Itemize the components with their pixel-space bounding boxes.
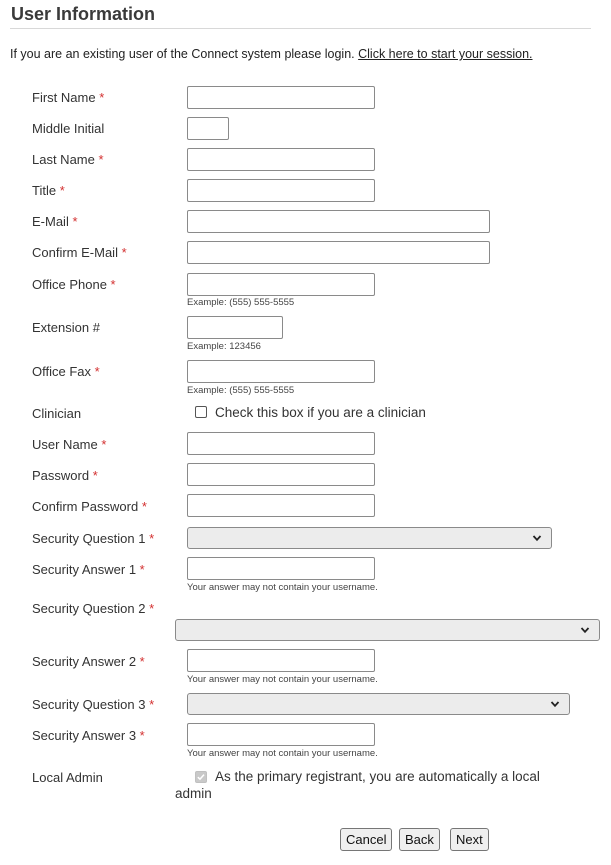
security-answer-3-label xyxy=(32,728,145,743)
required-marker: * xyxy=(149,697,155,712)
extension-hint: Example: 123456 xyxy=(187,341,261,352)
security-answer-3-input[interactable] xyxy=(187,723,375,746)
security-answer-2-input[interactable] xyxy=(187,649,375,672)
required-marker: * xyxy=(99,90,105,105)
office-fax-hint: Example: (555) 555-5555 xyxy=(187,385,295,396)
confirm-email-input[interactable] xyxy=(187,241,490,264)
confirm-email-label-text: Confirm E-Mail xyxy=(32,245,118,260)
user-name-label-text: User Name xyxy=(32,437,98,452)
password-input[interactable] xyxy=(187,463,375,486)
title-label xyxy=(32,183,65,198)
security-answer-3-label-text: Security Answer 3 xyxy=(32,728,137,743)
title-label-text: Title xyxy=(32,183,57,198)
required-marker: * xyxy=(59,183,65,198)
password-label xyxy=(32,468,98,483)
middle-initial-input[interactable] xyxy=(187,117,229,140)
chevron-down-icon xyxy=(550,699,560,709)
title-divider xyxy=(10,28,591,29)
intro-text xyxy=(10,48,580,61)
first-name-label-text: First Name xyxy=(32,90,96,105)
required-marker: * xyxy=(139,728,145,743)
security-question-2-label-text: Security Question 2 xyxy=(32,601,146,616)
email-label xyxy=(32,214,78,229)
office-fax-input[interactable] xyxy=(187,360,375,383)
security-question-3-label-text: Security Question 3 xyxy=(32,697,146,712)
security-answer-2-label-text: Security Answer 2 xyxy=(32,654,137,669)
chevron-down-icon xyxy=(580,625,590,635)
clinician-checkbox[interactable] xyxy=(195,406,207,418)
title-input[interactable] xyxy=(187,179,375,202)
required-marker: * xyxy=(139,562,145,577)
security-answer-1-hint: Your answer may not contain your username. xyxy=(187,582,378,593)
confirm-password-label-text: Confirm Password xyxy=(32,499,139,514)
local-admin-checkbox xyxy=(195,771,207,783)
page-title: User Information xyxy=(11,4,156,24)
required-marker: * xyxy=(121,245,127,260)
local-admin-checkbox-text-cont: admin xyxy=(175,786,212,801)
local-admin-checkbox-text: As the primary registrant, you are automatically a local xyxy=(215,769,540,784)
required-marker: * xyxy=(92,468,98,483)
start-session-link[interactable]: Click here to start your session. xyxy=(358,47,533,61)
security-question-2-label xyxy=(32,601,154,616)
security-answer-2-label xyxy=(32,654,145,669)
last-name-label-text: Last Name xyxy=(32,152,95,167)
user-name-input[interactable] xyxy=(187,432,375,455)
security-answer-3-hint: Your answer may not contain your username. xyxy=(187,748,378,759)
security-question-3-label xyxy=(32,697,154,712)
last-name-label xyxy=(32,152,104,167)
next-button[interactable]: Next xyxy=(450,828,489,851)
chevron-down-icon xyxy=(532,533,542,543)
required-marker: * xyxy=(72,214,78,229)
office-phone-label-text: Office Phone xyxy=(32,277,107,292)
confirm-email-label xyxy=(32,245,127,260)
confirm-password-input[interactable] xyxy=(187,494,375,517)
office-phone-label xyxy=(32,277,116,292)
security-question-2-select[interactable] xyxy=(175,619,600,641)
extension-label xyxy=(32,320,100,335)
required-marker: * xyxy=(141,499,147,514)
email-label-text: E-Mail xyxy=(32,214,69,229)
extension-label-text: Extension # xyxy=(32,320,100,335)
middle-initial-label xyxy=(32,121,104,136)
security-question-1-select[interactable] xyxy=(187,527,552,549)
local-admin-label: Local Admin xyxy=(32,770,103,785)
office-phone-input[interactable] xyxy=(187,273,375,296)
security-answer-1-label xyxy=(32,562,145,577)
cancel-button[interactable]: Cancel xyxy=(340,828,392,851)
extension-input[interactable] xyxy=(187,316,283,339)
security-answer-1-input[interactable] xyxy=(187,557,375,580)
last-name-input[interactable] xyxy=(187,148,375,171)
required-marker: * xyxy=(139,654,145,669)
email-input[interactable] xyxy=(187,210,490,233)
security-question-1-label-text: Security Question 1 xyxy=(32,531,146,546)
security-answer-2-hint: Your answer may not contain your username. xyxy=(187,674,378,685)
first-name-input[interactable] xyxy=(187,86,375,109)
office-fax-label xyxy=(32,364,100,379)
user-name-label xyxy=(32,437,106,452)
first-name-label xyxy=(32,90,104,105)
clinician-label: Clinician xyxy=(32,406,82,421)
security-question-3-select[interactable] xyxy=(187,693,570,715)
required-marker: * xyxy=(94,364,100,379)
office-fax-label-text: Office Fax xyxy=(32,364,92,379)
confirm-password-label xyxy=(32,499,147,514)
middle-initial-label-text: Middle Initial xyxy=(32,121,105,136)
required-marker: * xyxy=(149,531,155,546)
checkmark-icon xyxy=(196,772,206,782)
password-label-text: Password xyxy=(32,468,90,483)
back-button[interactable]: Back xyxy=(399,828,440,851)
required-marker: * xyxy=(110,277,116,292)
clinician-checkbox-text: Check this box if you are a clinician xyxy=(215,405,426,420)
required-marker: * xyxy=(98,152,104,167)
security-answer-1-label-text: Security Answer 1 xyxy=(32,562,137,577)
office-phone-hint: Example: (555) 555-5555 xyxy=(187,297,295,308)
required-marker: * xyxy=(149,601,155,616)
security-question-1-label xyxy=(32,531,154,546)
required-marker: * xyxy=(101,437,107,452)
intro-message: If you are an existing user of the Connect system please login. xyxy=(10,47,355,61)
